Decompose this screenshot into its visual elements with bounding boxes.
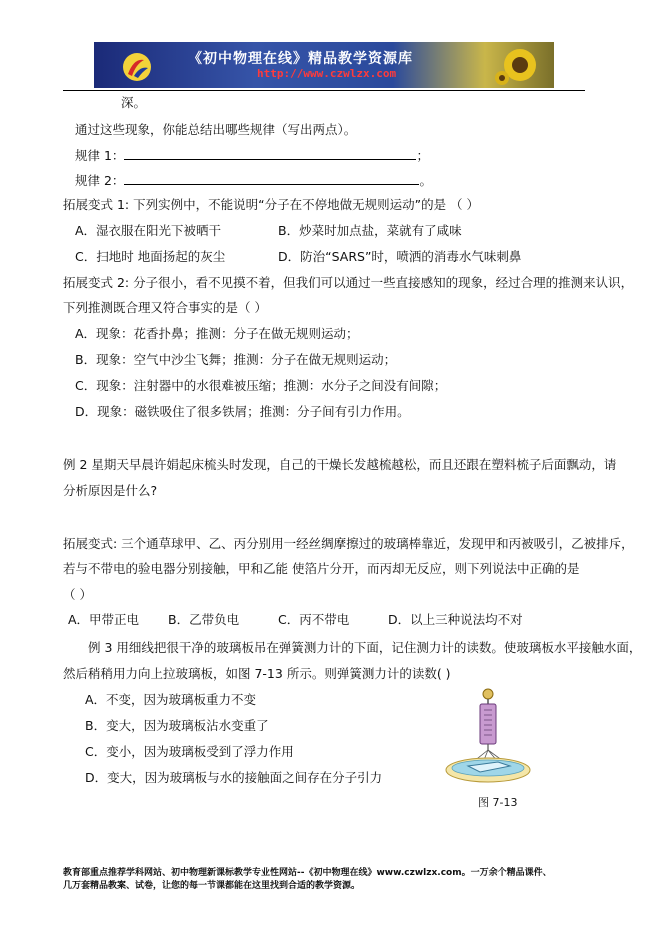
- sunflower-icon: [492, 44, 548, 86]
- ext2-option: B．现象：空气中沙尘飞舞；推测：分子在做无规则运动；: [75, 352, 397, 367]
- ex3-line: 然后稍稍用力向上拉玻璃板，如图 7-13 所示。则弹簧测力计的读数( ): [63, 666, 451, 681]
- ext2-option: D．现象：磁铁吸住了很多铁屑；推测：分子间有引力作用。: [75, 404, 410, 419]
- ext1-option: D．防治“SARS”时，喷洒的消毒水气味刺鼻: [278, 249, 522, 264]
- ext3-option: D．以上三种说法均不对: [388, 612, 523, 627]
- footer: [63, 867, 603, 893]
- header-rule: [63, 90, 585, 91]
- rule1-answer-line[interactable]: [124, 147, 416, 160]
- ext1-option: A．湿衣服在阳光下被晒干: [75, 223, 222, 238]
- banner-title: 《初中物理在线》精品教学资源库: [188, 51, 413, 67]
- footer-line: 几万套精品教案、试卷，让您的每一节课都能在这里找到合适的教学资源。: [63, 881, 361, 891]
- site-logo-icon: [122, 52, 152, 82]
- ext2-option: C．现象：注射器中的水很难被压缩；推测：水分子之间没有间隙；: [75, 378, 447, 393]
- ext3-line: 若与不带电的验电器分别接触，甲和乙能 使箔片分开，而丙却无反应，则下列说法中正确的是: [63, 561, 580, 576]
- ex3-line: 例 3 用细线把很干净的玻璃板吊在弹簧测力计的下面，记住测力计的读数。使玻璃板水平接触水面，: [88, 640, 642, 655]
- rule1-row: [75, 147, 429, 164]
- ext2-option: A．现象：花香扑鼻；推测：分子在做无规则运动；: [75, 326, 359, 341]
- ex3-option: C．变小，因为玻璃板受到了浮力作用: [85, 744, 294, 759]
- rule1-label: 规律 1：: [75, 148, 125, 163]
- ex3-option: A．不变，因为玻璃板重力不变: [85, 692, 257, 707]
- header-banner: [94, 42, 554, 88]
- ex3-option: D．变大，因为玻璃板与水的接触面之间存在分子引力: [85, 770, 383, 785]
- ext3-option: C．丙不带电: [278, 612, 350, 627]
- rule2-label: 规律 2：: [75, 173, 125, 188]
- ext3-line: （ ）: [63, 587, 92, 602]
- footer-line: 教育部重点推荐学科网站、初中物理新课标教学专业性网站--《初中物理在线》www.czwlzx.com。一万余个精品课件、: [63, 868, 552, 878]
- ex2-line: 分析原因是什么?: [63, 483, 158, 498]
- ex3-option: B．变大，因为玻璃板沾水变重了: [85, 718, 269, 733]
- spring-scale-figure: [444, 686, 540, 786]
- ext1-option: C．扫地时 地面扬起的灰尘: [75, 249, 226, 264]
- ext1-option: B．炒菜时加点盐，菜就有了咸味: [278, 223, 462, 238]
- rule1-end: ；: [416, 148, 429, 163]
- ext3-option: A．甲带正电: [68, 612, 140, 627]
- ext3-line: 拓展变式: 三个通草球甲、乙、丙分别用一经丝绸摩擦过的玻璃棒靠近，发现甲和丙被吸引，乙被排斥，: [63, 536, 634, 551]
- ext2-question-line: 下列推测既合理又符合事实的是（ ）: [63, 300, 267, 315]
- figure-caption: 图 7-13: [478, 796, 518, 809]
- ext2-question-line: 拓展变式 2: 分子很小，看不见摸不着，但我们可以通过一些直接感知的现象，经过合理的推测来认识，: [63, 275, 634, 290]
- rule2-row: [75, 172, 432, 189]
- text-line: 深。: [121, 95, 147, 110]
- rule2-end: 。: [419, 173, 432, 188]
- ext3-option: B．乙带负电: [168, 612, 240, 627]
- ext1-question: 拓展变式 1: 下列实例中，不能说明“分子在不停地做无规则运动”的是 （ ）: [63, 197, 480, 212]
- ex2-line: 例 2 星期天早晨许娟起床梳头时发现，自己的干燥长发越梳越松，而且还跟在塑料梳子后面飘动，请: [63, 457, 617, 472]
- rule2-answer-line[interactable]: [124, 172, 419, 185]
- banner-url[interactable]: http://www.czwlzx.com: [257, 67, 397, 80]
- question-summarize: 通过这些现象，你能总结出哪些规律（写出两点）。: [75, 122, 357, 137]
